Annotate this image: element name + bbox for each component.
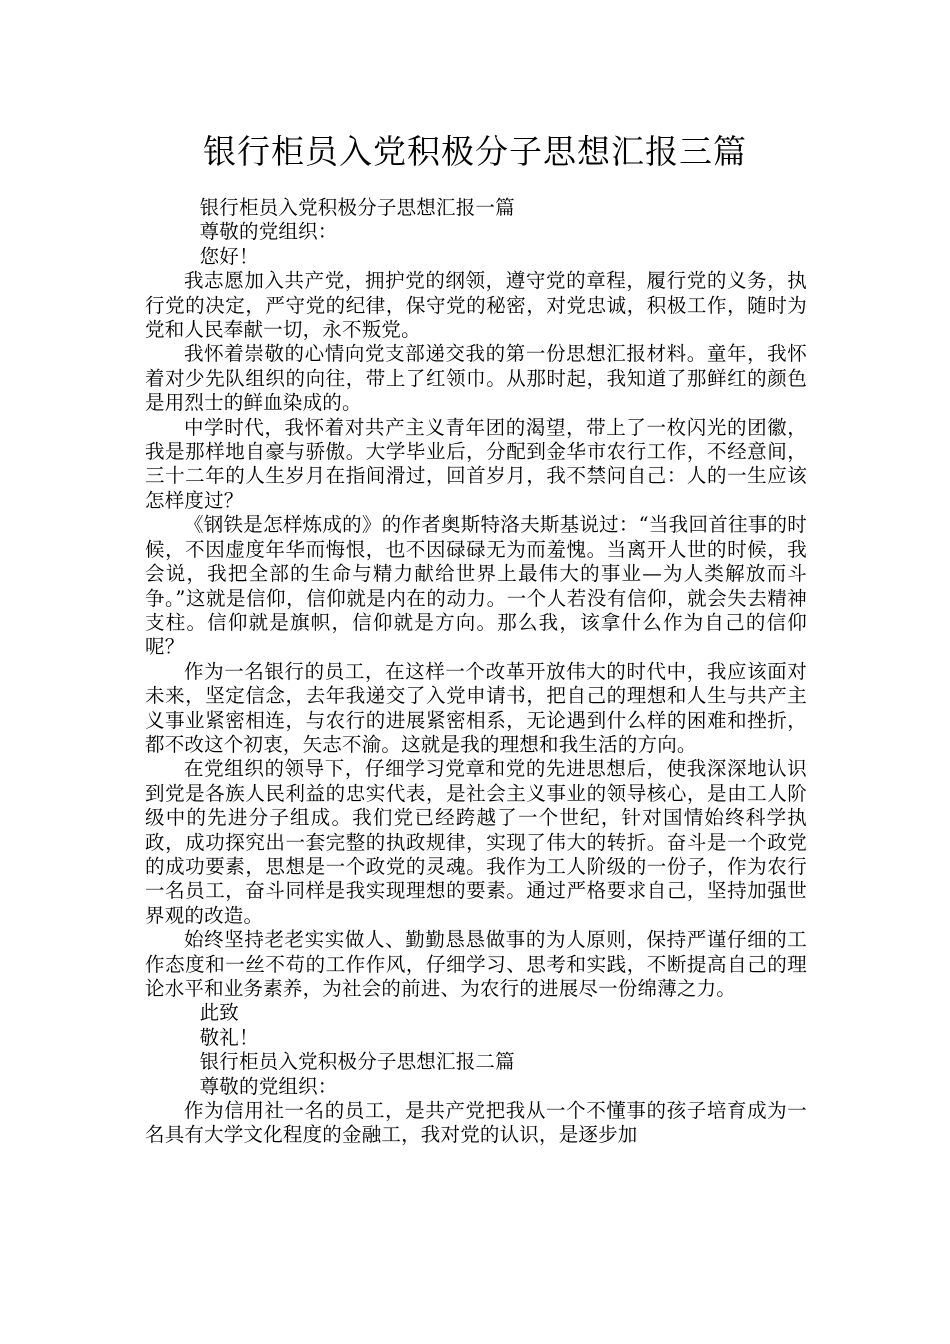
paragraph: 始终坚持老老实实做人、勤勤恳恳做事的为人原则，保持严谨仔细的工作态度和一丝不苟的工作作风，仔细学习、思考和实践，不断提高自己的理论水平和业务素养，为社会的前进、为农行的进展尽一份绵薄之力。 — [145, 928, 807, 1000]
closing-line: 此致 — [199, 1001, 239, 1025]
paragraph: 《钢铁是怎样炼成的》的作者奥斯特洛夫斯基说过：“当我回首往事的时候，不因虚度年华而悔恨，也不因碌碌无为而羞愧。当离开人世的时候，我会说，我把全部的生命与精力献给世界上最伟大的事业—为人类解放而斗争。”这就是信仰，信仰就是内在的动力。一个人若没有信仰，就会失去精神支柱。信仰就是旗帜，信仰就是方向。那么我，该拿什么作为自己的信仰呢？ — [145, 513, 807, 659]
paragraph: 作为信用社一名的员工，是共产党把我从一个不懂事的孩子培育成为一名具有大学文化程度的金融工，我对党的认识，是逐步加 — [145, 1099, 807, 1147]
paragraph: 在党组织的领导下，仔细学习党章和党的先进思想后，使我深深地认识到党是各族人民利益的忠实代表，是社会主义事业的领导核心，是由工人阶级中的先进分子组成。我们党已经跨越了一个世纪，针对国情始终科学执政，成功探究出一套完整的执政规律，实现了伟大的转折。奋斗是一个政党的成功要素，思想是一个政党的灵魂。我作为工人阶级的一份子，作为农行一名员工，奋斗同样是我实现理想的要素。通过严格要求自己，坚持加强世界观的改造。 — [145, 757, 807, 927]
paragraph: 中学时代，我怀着对共产主义青年团的渴望，带上了一枚闪光的团徽，我是那样地自豪与骄傲。大学毕业后，分配到金华市农行工作，不经意间，三十二年的人生岁月在指间滑过，回首岁月，我不禁问自己：人的一生应该怎样度过？ — [145, 415, 807, 512]
section-heading-1: 银行柜员入党积极分子思想汇报一篇 — [199, 196, 515, 219]
paragraph: 作为一名银行的员工，在这样一个改革开放伟大的时代中，我应该面对未来，坚定信念，去年我递交了入党申请书，把自己的理想和人生与共产主义事业紧密相连，与农行的进展紧密相系，无论遇到什么样的困难和挫折，都不改这个初衷，矢志不渝。这就是我的理想和我生活的方向。 — [145, 659, 807, 756]
salutation: 尊敬的党组织： — [199, 220, 338, 244]
paragraph: 我志愿加入共产党，拥护党的纲领，遵守党的章程，履行党的义务，执行党的决定，严守党的纪律，保守党的秘密，对党忠诚，积极工作，随时为党和人民奉献一切，永不叛党。 — [145, 269, 807, 342]
paragraph: 我怀着崇敬的心情向党支部递交我的第一份思想汇报材料。童年，我怀着对少先队组织的向往，带上了红领巾。从那时起，我知道了那鲜红的颜色是用烈士的鲜血染成的。 — [145, 342, 807, 415]
section-heading-2: 银行柜员入党积极分子思想汇报二篇 — [199, 1050, 515, 1074]
greeting: 您好！ — [199, 244, 259, 268]
document-body — [145, 196, 807, 1148]
document-title: 银行柜员入党积极分子思想汇报三篇 — [203, 132, 747, 171]
closing-salute: 敬礼！ — [199, 1025, 259, 1049]
salutation: 尊敬的党组织： — [199, 1074, 338, 1098]
